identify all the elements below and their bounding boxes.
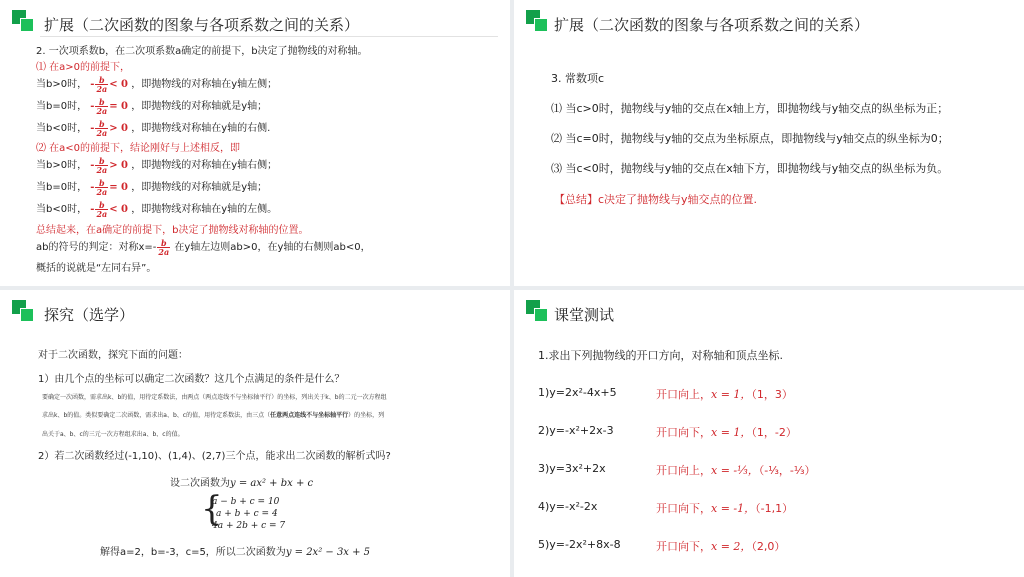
text-line: 当b>0时， — [36, 79, 88, 90]
answer-axis: x = -⅓， — [711, 464, 759, 477]
numerator: b — [95, 98, 108, 107]
condition-line — [36, 178, 267, 196]
denominator: 2a — [96, 186, 108, 197]
panel-title: 扩展（二次函数的图象与各项系数之间的关系） — [554, 16, 870, 34]
text-line: 当b=0时， — [36, 101, 88, 112]
system-equation: 4a + 2b + c = 7 — [212, 521, 286, 531]
text-line: 2. 一次项系数b，在二次项系数a确定的前提下，b决定了抛物线的对称轴。 — [36, 46, 368, 57]
answer-vertex: （1，-2） — [751, 426, 797, 439]
rule-item: ⑶ 当c<0时，抛物线与y轴的交点在x轴下方，即抛物线与y轴交点的纵坐标为负。 — [551, 162, 949, 175]
answer-vertex: （-1,1） — [755, 502, 794, 515]
text-line: 概括的说就是“左同右异”。 — [36, 263, 157, 274]
summary-line: 总结起来，在a确定的前提下，b决定了抛物线对称轴的位置。 — [36, 225, 309, 236]
answer-axis: x = -1， — [711, 502, 756, 515]
condition-line — [36, 156, 277, 174]
quiz-item-answer — [656, 538, 785, 554]
explanation-line — [42, 410, 384, 419]
text-line: 在y轴左边则ab>0，在y轴的右侧则ab<0， — [174, 242, 371, 253]
answer-vertex: （2,0） — [751, 540, 786, 553]
answer-vertex: （-⅓，-⅓） — [758, 464, 816, 477]
intro-text: 对于二次函数，探究下面的问题： — [38, 350, 188, 361]
explanation-bold: 任意两点连线不与坐标轴平行 — [270, 412, 349, 419]
text-line: ，即抛物线的对称轴就是y轴； — [131, 182, 268, 193]
answer-axis: x = 1， — [711, 388, 752, 401]
answer-axis: x = 1， — [711, 426, 752, 439]
numerator: b — [95, 76, 108, 85]
text-line: ，即抛物线的对称轴就是y轴； — [131, 101, 268, 112]
sign-rule-line — [36, 238, 371, 256]
panel-title: 探究（选学） — [44, 306, 135, 324]
minus-sign: - — [90, 204, 95, 215]
inequality: < 0 — [109, 204, 129, 215]
quiz-item-answer — [656, 386, 793, 402]
green-squares-logo-icon — [12, 10, 34, 32]
quiz-item-label: 1)y=2x²-4x+5 — [538, 386, 617, 399]
quiz-item-answer — [656, 500, 793, 516]
green-squares-logo-icon — [526, 300, 548, 322]
slide-panel-coefficient-b — [0, 0, 510, 286]
condition-line — [36, 119, 270, 137]
system-equation: a − b + c = 10 — [212, 497, 280, 507]
slide-panel-constant-c — [514, 0, 1024, 286]
summary-line — [554, 191, 757, 207]
numerator: b — [95, 179, 108, 188]
answer-axis: x = 2， — [711, 540, 752, 553]
text-line: 当b=0时， — [36, 182, 88, 193]
minus-sign: - — [90, 101, 95, 112]
numerator: b — [95, 201, 108, 210]
inequality: = 0 — [109, 182, 129, 193]
question-1: 1）由几个点的坐标可以确定二次函数？这几个点满足的条件是什么？ — [38, 374, 345, 385]
slide-panel-quiz — [514, 290, 1024, 577]
solution-equation: y = 2x² − 3x + 5 — [285, 547, 371, 558]
minus-sign: - — [90, 123, 95, 134]
explanation-text: 求出k、b的值。类似要确定二次函数，需求出a、b、c的值，用待定系数法，由三点（ — [42, 412, 271, 419]
minus-sign: - — [90, 79, 95, 90]
text-line: 当b<0时， — [36, 204, 88, 215]
inequality: > 0 — [109, 160, 129, 171]
quiz-item-answer — [656, 424, 797, 440]
green-squares-logo-icon — [12, 300, 34, 322]
solution-line — [100, 543, 370, 558]
quiz-item-label: 5)y=-2x²+8x-8 — [538, 538, 621, 551]
inequality: = 0 — [109, 101, 129, 112]
setup-line — [170, 474, 313, 489]
answer-direction: 开口向下， — [656, 502, 711, 515]
denominator: 2a — [96, 127, 108, 138]
answer-vertex: （1，3） — [751, 388, 793, 401]
panel-title: 课堂测试 — [554, 306, 615, 324]
setup-equation: y = ax² + bx + c — [230, 478, 314, 489]
quiz-item-label: 2)y=-x²+2x-3 — [538, 424, 614, 437]
summary-tag: 【总结】 — [554, 193, 598, 206]
green-squares-logo-icon — [526, 10, 548, 32]
section-heading: 3. 常数项c — [551, 72, 605, 85]
inequality: < 0 — [109, 79, 129, 90]
text-line: 当b>0时， — [36, 160, 88, 171]
explanation-line: 出关于a、b、c的三元一次方程组求出a、b、c的值。 — [42, 431, 184, 438]
condition-line — [36, 200, 277, 218]
text-line: ab的符号的判定：对称x=- — [36, 242, 157, 253]
explanation-text: ）的坐标，列 — [348, 412, 385, 419]
quiz-item-label: 3)y=3x²+2x — [538, 462, 606, 475]
numerator: b — [95, 157, 108, 166]
system-brace: { — [201, 489, 223, 529]
summary-text: c决定了抛物线与y轴交点的位置. — [598, 193, 758, 206]
answer-direction: 开口向上， — [656, 388, 711, 401]
denominator: 2a — [96, 83, 108, 94]
answer-direction: 开口向上， — [656, 464, 711, 477]
condition-line — [36, 97, 267, 115]
answer-direction: 开口向下， — [656, 540, 711, 553]
fraction-b-over-2a — [95, 157, 108, 174]
text-line: 当b<0时， — [36, 123, 88, 134]
denominator: 2a — [158, 246, 170, 257]
text-line: ，即抛物线的对称轴在y轴右侧； — [131, 160, 278, 171]
system-equation: a + b + c = 4 — [216, 509, 278, 519]
numerator: b — [157, 239, 170, 248]
rule-item: ⑵ 当c=0时，抛物线与y轴的交点为坐标原点，即抛物线与y轴交点的纵坐标为0； — [551, 132, 949, 145]
slide-panel-explore — [0, 290, 510, 577]
text-line: ⑵ 在a<0的前提下，结论刚好与上述相反，即 — [36, 143, 241, 154]
panel-title: 扩展（二次函数的图象与各项系数之间的关系） — [44, 16, 360, 34]
numerator: b — [95, 120, 108, 129]
rule-item: ⑴ 当c>0时，抛物线与y轴的交点在x轴上方，即抛物线与y轴交点的纵坐标为正； — [551, 102, 949, 115]
fraction-b-over-2a — [95, 120, 108, 137]
quiz-question: 1.求出下列抛物线的开口方向，对称轴和顶点坐标. — [538, 349, 783, 362]
inequality: > 0 — [109, 123, 129, 134]
question-2: 2）若二次函数经过(-1,10)、(1,4)、(2,7)三个点，能求出二次函数的解析式吗? — [38, 451, 391, 462]
answer-direction: 开口向下， — [656, 426, 711, 439]
minus-sign: - — [90, 182, 95, 193]
fraction-b-over-2a — [95, 76, 108, 93]
fraction-b-over-2a — [157, 239, 170, 256]
fraction-b-over-2a — [95, 98, 108, 115]
quiz-item-label: 4)y=-x²-2x — [538, 500, 598, 513]
text-line: ，即抛物线对称轴在y轴的右侧. — [131, 123, 271, 134]
quiz-item-answer — [656, 462, 816, 478]
text-line: ，即抛物线的对称轴在y轴左侧； — [131, 79, 278, 90]
fraction-b-over-2a — [95, 201, 108, 218]
fraction-b-over-2a — [95, 179, 108, 196]
condition-line — [36, 75, 277, 93]
denominator: 2a — [96, 164, 108, 175]
solution-text: 解得a=2，b=-3，c=5，所以二次函数为 — [100, 547, 286, 558]
divider — [40, 36, 498, 37]
denominator: 2a — [96, 105, 108, 116]
explanation-line: 要确定一次函数，需求出k、b的值，用待定系数法，由两点（两点连线不与坐标轴平行）的坐标，列出关于k、b的二元一次方程组 — [42, 394, 387, 401]
text-line: ⑴ 在a>0的前提下， — [36, 62, 131, 73]
minus-sign: - — [90, 160, 95, 171]
setup-text: 设二次函数为 — [170, 478, 230, 489]
denominator: 2a — [96, 208, 108, 219]
text-line: ，即抛物线对称轴在y轴的左侧。 — [131, 204, 278, 215]
